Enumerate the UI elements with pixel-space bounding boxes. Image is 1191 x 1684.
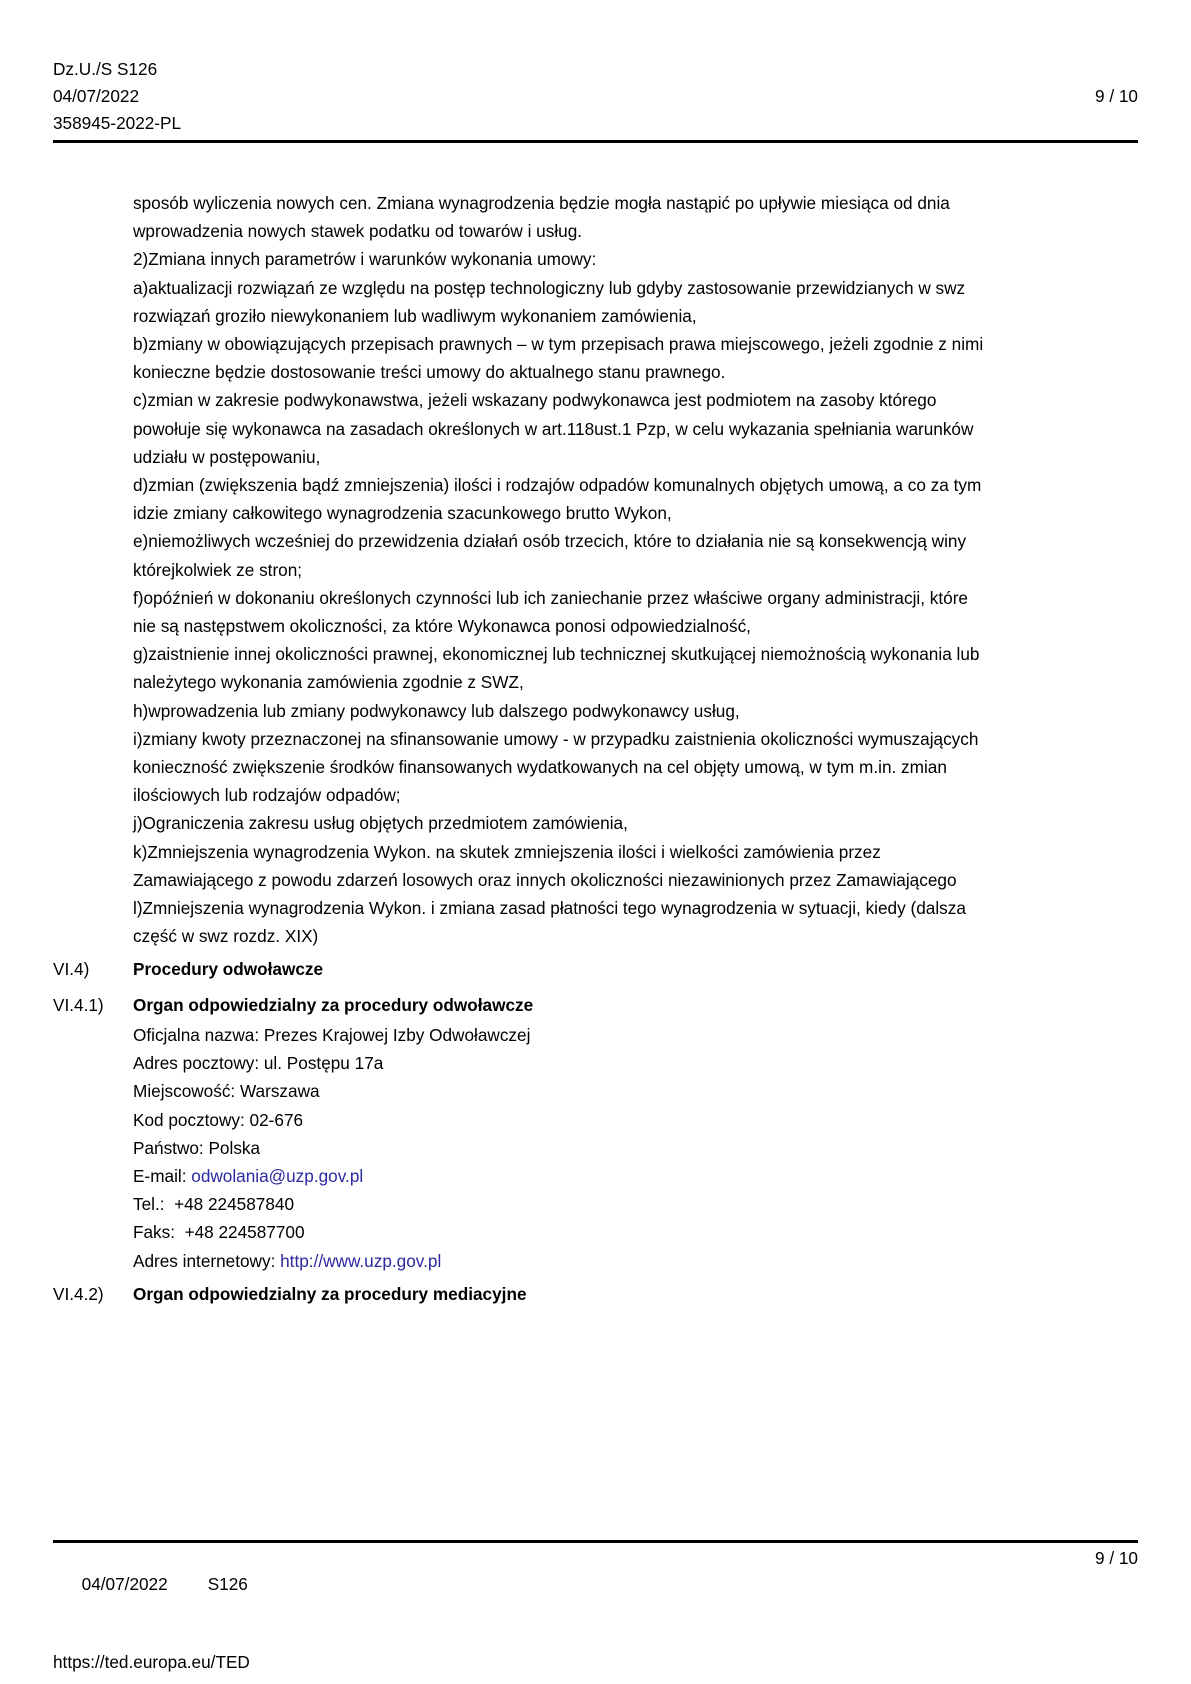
- body-text-line: i)zmiany kwoty przeznaczonej na sfinansowanie umowy - w przypadku zaistnienia okoliczności wymuszających: [133, 728, 979, 749]
- section-field-line: [133, 1247, 1138, 1275]
- email-link[interactable]: odwolania@uzp.gov.pl: [191, 1165, 364, 1186]
- document-content: [53, 189, 1138, 1310]
- body-text-line: którejkolwiek ze stron;: [133, 559, 303, 580]
- body-text-line: a)aktualizacji rozwiązań ze względu na postęp technologiczny lub gdyby zastosowanie przewidzianych w swz: [133, 277, 966, 298]
- body-text-line: część w swz rozdz. XIX): [133, 926, 319, 947]
- body-text-line: ilościowych lub rodzajów odpadów;: [133, 785, 401, 806]
- body-text-line: rozwiązań groziło niewykonaniem lub wadliwym wykonaniem zamówienia,: [133, 305, 697, 326]
- body-text-line: powołuje się wykonawca na zasadach określonych w art.118ust.1 Pzp, w celu wykazania spełniania warunków: [133, 418, 974, 439]
- section-heading: Procedury odwoławcze: [133, 959, 324, 980]
- body-text-line: d)zmian (zwiększenia bądź zmniejszenia) ilości i rodzajów odpadów komunalnych objętych umową, a co za tym: [133, 475, 982, 496]
- section-field-line: Adres pocztowy: ul. Postępu 17a: [133, 1053, 384, 1074]
- section-field-line: Tel.: +48 224587840: [133, 1194, 295, 1215]
- body-text-line: idzie zmiany całkowitego wynagrodzenia szacunkowego brutto Wykon,: [133, 503, 672, 524]
- section-id: VI.4.1): [53, 994, 104, 1015]
- header-date: 04/07/2022: [53, 86, 140, 106]
- section-row: [53, 955, 1138, 985]
- section-id: VI.4): [53, 959, 90, 980]
- section-field-line: Państwo: Polska: [133, 1137, 261, 1158]
- section-heading: Organ odpowiedzialny za procedury mediacyjne: [133, 1283, 527, 1304]
- body-paragraph-row: [53, 189, 1138, 950]
- page-header: [53, 0, 1138, 137]
- body-text-line: wprowadzenia nowych stawek podatku od towarów i usług.: [133, 221, 583, 242]
- section-id: VI.4.2): [53, 1283, 104, 1304]
- sections-container: [53, 955, 1138, 1309]
- body-paragraph-label-spacer: [53, 189, 133, 950]
- field-label: E-mail:: [133, 1165, 192, 1186]
- section-field-line: [133, 1162, 1138, 1190]
- body-text-line: j)Ograniczenia zakresu usług objętych przedmiotem zamówienia,: [133, 813, 628, 834]
- body-paragraph: [133, 189, 1138, 950]
- body-text-line: sposób wyliczenia nowych cen. Zmiana wynagrodzenia będzie mogła nastąpić po upływie miesiąca od dnia: [133, 193, 950, 213]
- page-footer: [53, 1540, 1138, 1675]
- header-left-block: [53, 56, 1138, 137]
- section-field-line: Miejscowość: Warszawa: [133, 1081, 320, 1102]
- footer-line-1: [53, 1545, 1138, 1649]
- body-text-line: konieczne będzie dostosowanie treści umowy do aktualnego stanu prawnego.: [133, 362, 726, 383]
- body-text-line: h)wprowadzenia lub zmiany podwykonawcy lub dalszego podwykonawcy usług,: [133, 700, 740, 721]
- website-link[interactable]: http://www.uzp.gov.pl: [280, 1250, 442, 1271]
- body-text-line: b)zmiany w obowiązujących przepisach prawnych – w tym przepisach prawa miejscowego, jeżeli zgodnie z nimi: [133, 334, 984, 355]
- header-page-number: 9 / 10: [1094, 86, 1138, 106]
- section-body: [133, 991, 1138, 1275]
- body-text-line: 2)Zmiana innych parametrów i warunków wykonania umowy:: [133, 249, 597, 270]
- footer-url: https://ted.europa.eu/TED: [53, 1652, 250, 1672]
- body-text-line: f)opóźnień w dokonaniu określonych czynności lub ich zaniechanie przez właściwe organy administracji, które: [133, 587, 968, 608]
- body-text-line: udziału w postępowaniu,: [133, 446, 321, 467]
- body-text-line: należytego wykonania zamówienia zgodnie z SWZ,: [133, 672, 524, 693]
- body-text-line: nie są następstwem okoliczności, za które Wykonawca ponosi odpowiedzialność,: [133, 616, 751, 637]
- header-doc-number: 358945-2022-PL: [53, 113, 182, 133]
- section-row: [53, 991, 1138, 1275]
- footer-date: 04/07/2022: [81, 1574, 168, 1594]
- body-text-line: g)zaistnienie innej okoliczności prawnej, ekonomicznej lub technicznej skutkującej niemożnością wykonania lub: [133, 644, 980, 665]
- field-label: Adres internetowy:: [133, 1250, 281, 1271]
- body-text-line: l)Zmniejszenia wynagrodzenia Wykon. i zmiana zasad płatności tego wynagrodzenia w sytuacji, kiedy (dalsza: [133, 898, 966, 919]
- body-text-line: Zamawiającego z powodu zdarzeń losowych oraz innych okoliczności niezawinionych przez Zamawiającego: [133, 869, 957, 890]
- footer-page-number: 9 / 10: [1094, 1548, 1138, 1568]
- section-heading: Organ odpowiedzialny za procedury odwoławcze: [133, 994, 534, 1015]
- footer-series: S126: [207, 1574, 248, 1594]
- body-text-line: konieczność zwiększenie środków finansowanych wydatkowanych na cel objęty umową, w tym m.in. zmian: [133, 757, 947, 778]
- section-body: [133, 1280, 1138, 1310]
- section-row: [53, 1280, 1138, 1310]
- section-body: [133, 955, 1138, 985]
- header-rule: [53, 140, 1138, 143]
- section-field-line: Kod pocztowy: 02-676: [133, 1109, 304, 1130]
- header-journal-id: Dz.U./S S126: [53, 59, 158, 79]
- body-text-line: k)Zmniejszenia wynagrodzenia Wykon. na skutek zmniejszenia ilości i wielkości zamówienia przez: [133, 841, 881, 862]
- section-field-line: Oficjalna nazwa: Prezes Krajowej Izby Odwoławczej: [133, 1024, 531, 1045]
- section-field-line: Faks: +48 224587700: [133, 1222, 305, 1243]
- body-text-line: e)niemożliwych wcześniej do przewidzenia działań osób trzecich, które to działania nie są konsekwencją winy: [133, 531, 967, 552]
- body-text-line: c)zmian w zakresie podwykonawstwa, jeżeli wskazany podwykonawca jest podmiotem na zasoby którego: [133, 390, 937, 411]
